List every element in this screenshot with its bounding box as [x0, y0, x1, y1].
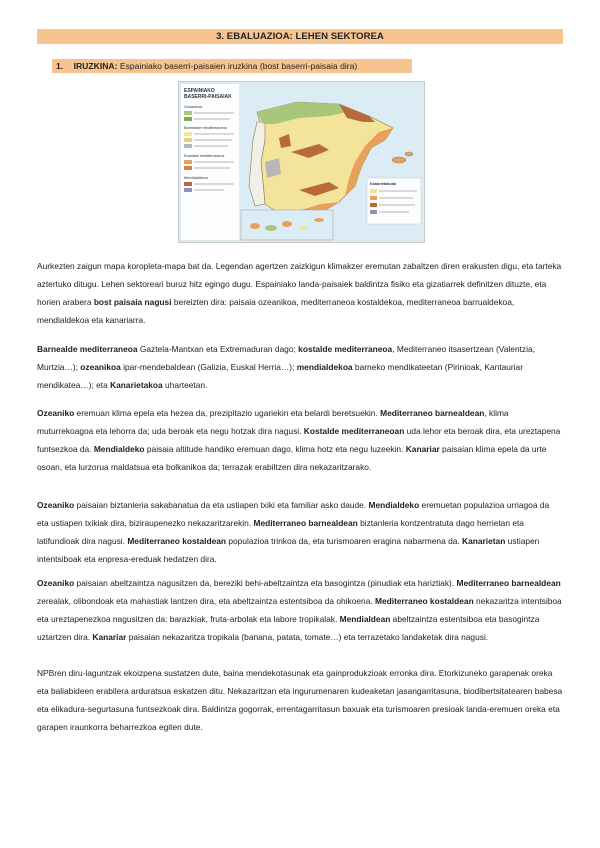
keyword-bold: Mediterraneo barnealdean [253, 518, 358, 528]
keyword-bold: ozeanikoa [80, 362, 121, 372]
legend-group-1: Ozeanikoa [184, 105, 203, 109]
keyword-bold: Mendialdeko [93, 444, 145, 454]
text-run: uharteetan. [162, 380, 208, 390]
intro-text: Aurkezten zaigun mapa koropleta-mapa bat da. Legendan agertzen zaizkigun klimakzer eremutan zabaltzen diren erakusten digu, eta tarteka aztertuko ditugu. Lehen sektoreari buruz hitz egingo dugu. Espainiako landa-paisaiek baldintza fisiko eta gizatiarrek definitzen dituzte, eta horien arabera [37, 261, 562, 307]
subsection-number: 1. [56, 61, 64, 71]
text-run: paisaia altitude handiko eremuan dago, klima hotz eta negu luzeekin. [144, 444, 406, 454]
text-run: eremuetan populazioa urriagoa da eta ustiapen txikiak dira, biziraupenezko nekazaritzarekin. [37, 500, 550, 528]
keyword-bold: Mediterraneo kostaldean [375, 596, 474, 606]
spain-rural-landscapes-map [178, 81, 425, 243]
text-run: ipar-mendebaldean (Galizia, Euskal Herria…); [120, 362, 297, 372]
keyword-bold: Mendialdeko [368, 500, 420, 510]
text-run: uda lehor eta beroak dira, eta ureztapena funtsezkoa da. [37, 426, 561, 454]
keyword-bold: mendialdekoa [296, 362, 353, 372]
right-legend-title: Kanarietakoak [370, 182, 396, 186]
text-run: Gaztela-Mantxan eta Extremaduran dago; [137, 344, 299, 354]
text-run: , klima muturrekoagoa eta lehorra da; uda beroak eta negu hotzak dira nagusi. [37, 408, 509, 436]
text-run: paisaian biztanleria sakabanatua da eta ustiapen txiki eta familiar asko daude. [74, 500, 369, 510]
keyword-bold: Kostalde mediterraneoan [303, 426, 405, 436]
text-run: paisaian abeltzaintza nagusitzen da, bereziki behi-abeltzaintza eta basogintza (pinudiak eta hariztiak). [74, 578, 457, 588]
text-run: populazioa trinkoa da, eta turismoaren eragina nabarmena da. [226, 536, 463, 546]
section-title: 3. EBALUAZIOA: LEHEN SEKTOREA [37, 29, 563, 44]
paragraph-activities [37, 574, 563, 646]
map-graphic [179, 82, 424, 242]
text-run: eremuan klima epela eta hezea da, prezipitazio ugariekin eta belardi beretsuekin. [74, 408, 381, 418]
keyword-bold: Kanarietan [462, 536, 506, 546]
subsection-text: Espainiako baserri-paisaien iruzkina (bost baserri-paisaia dira) [119, 61, 358, 71]
keyword-bold: Kanarietakoa [110, 380, 163, 390]
keyword-bold: Kanariar [405, 444, 440, 454]
subsection-keyword: IRUZKINA: [73, 61, 118, 71]
text-run: nekazaritza intentsiboa eta ureztapenezkoa nagusitzen da: barazkiak, fruta-arbolak eta labore tropikalak. [37, 596, 562, 624]
paragraph-locations [37, 340, 563, 394]
legend-group-3: Kostalde mediterraneoa [184, 154, 225, 158]
intro-end: bereizten dira: paisaia ozeanikoa, mediterraneoa kostaldekoa, mediterraneoa barrualdekoa, mendialdekoa eta kanariarra. [37, 297, 515, 325]
keyword-bold: kostalde mediterraneoa [298, 344, 393, 354]
text-run: zerealak, olibondoak eta mahastiak lantzen dira, eta abeltzaintza estentsiboa da ohikoena. [37, 596, 376, 606]
keyword-bold: Kanariar [92, 632, 127, 642]
text-run: abeltzaintza estentsiboa eta basogintza uztartzen dira. [37, 614, 540, 642]
keyword-bold: Mendialdean [339, 614, 391, 624]
keyword-bold: Mediterraneo barnealdean [380, 408, 485, 418]
text-run: paisaian nekazaritza tropikala (banana, patata, tomate…) eta terrazetako landaketak dira nagusi. [126, 632, 489, 642]
keyword-bold: Mediterraneo kostaldean [127, 536, 226, 546]
text-run: paisaian klima epela da urte osoan, eta lurzorua maldatsua eta bolkanikoa da; terrazak erabiltzen dira nekazaritzarako. [37, 444, 547, 472]
keyword-bold: Ozeaniko [37, 578, 75, 588]
paragraph-intro [37, 257, 563, 329]
keyword-bold: Ozeaniko [37, 500, 75, 510]
text-run: , Mediterraneo itsasertzean (Valentzia, Murtzia…); [37, 344, 535, 372]
paragraph-conclusion: NPBren diru-laguntzak ekoizpena sustatzen dute, baina mendekotasunak eta gainprodukzioak erronka dira. Etorkizuneko garapenak oreka eta baliabideen erabilera arduratsua eskatzen ditu. Nekazaritzan eta ingurumenaren kudeaketan jasangarritasuna, biodibertsitatearen babesa eta elikadura-segurtasuna funtsezkoak dira. Baldintza gogorrak, errentagarritasun baxuak eta turismoaren presioak landa-eremuen oreka eta garapen iraunkorra beharrezkoa egiten dute. [37, 668, 563, 732]
paragraph-climate [37, 404, 563, 476]
map-title-line1: ESPAINIAKO [184, 88, 215, 94]
subsection-heading [52, 59, 412, 73]
keyword-bold: Ozeaniko [37, 408, 75, 418]
keyword-bold: Mediterraneo barnealdean [456, 578, 561, 588]
map-title-line2: BASERRI-PAISAIAK [184, 94, 232, 100]
keyword-bold: Barnealde mediterraneoa [37, 344, 138, 354]
intro-highlight: bost paisaia nagusi [93, 297, 172, 307]
legend-group-2: Barnealde mediterraneoa [184, 126, 227, 130]
legend-group-4: Mendialdekoa [184, 176, 208, 180]
text-run: ustiapen intentsiboak eta enpresa-ereduak hedatzen dira. [37, 536, 540, 564]
paragraph-population [37, 496, 563, 568]
text-run: biztanleria kontzentratuta dago herrietan eta latifundioak dira nagusi. [37, 518, 524, 546]
text-run: barneko mendikateetan (Pirinioak, Kantauriar mendikatea…); eta [37, 362, 523, 390]
